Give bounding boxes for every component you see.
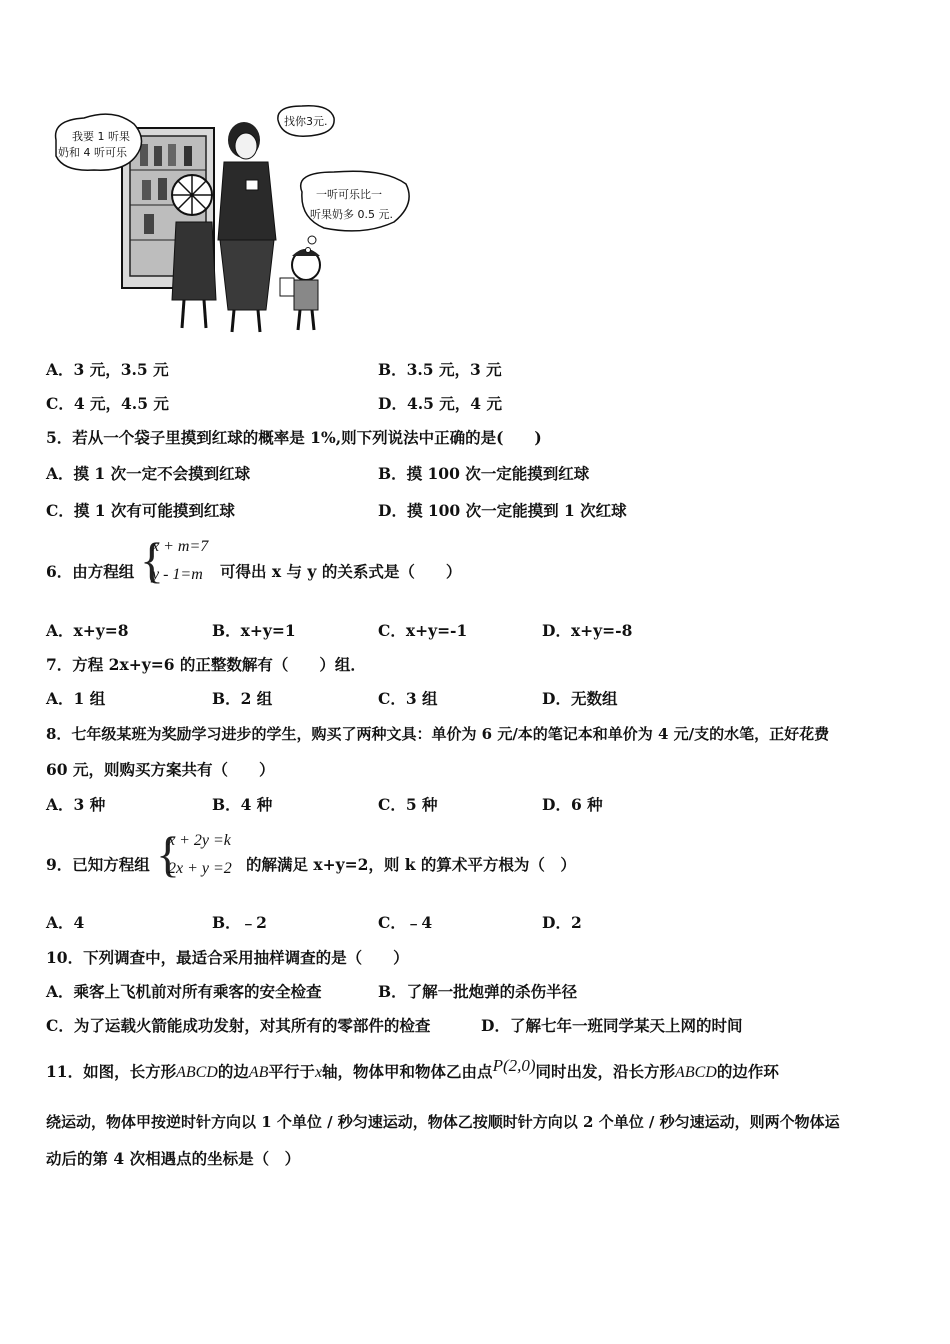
q4-option-a: A．3 元，3.5 元 [46,360,169,379]
q11-ab: AB [248,1064,269,1081]
q9-option-c: C．﹣4 [378,913,433,932]
q9-brace: { [156,826,180,882]
q8-option-b: B．4 种 [212,795,273,814]
q11-p6: 的边作环 [716,1062,779,1081]
q11-line2: 绕运动，物体甲按逆时针方向以 1 个单位 / 秒匀速运动，物体乙按顺时针方向以 2 个单位 / 秒匀速运动，则两个物体运 [46,1113,840,1131]
shopkeeper-drawing [218,122,276,332]
q9-eq2: 2x + y =2 [168,860,232,877]
q11-p2: 的边 [217,1062,249,1081]
q6-prefix: 6．由方程组 [46,562,135,581]
q4-option-d: D．4.5 元，4 元 [378,394,502,413]
girl-drawing [172,175,216,328]
q10-option-d: D．了解七年一班同学某天上网的时间 [481,1016,743,1035]
bubble-left-line2: 奶和 4 听可乐 [58,146,127,159]
bubble-top-text: 找你3元. [284,115,328,128]
q4-option-b: B．3.5 元，3 元 [378,360,502,379]
q5-stem: 5．若从一个袋子里摸到红球的概率是 1%,则下列说法中正确的是( ) [46,428,542,447]
q7-stem: 7．方程 2x+y=6 的正整数解有（ ）组． [46,655,366,674]
q7-option-c: C．3 组 [378,689,438,708]
shop-illustration [44,100,414,340]
q9-suffix: 的解满足 x+y=2，则 k 的算术平方根为（ ） [246,855,576,874]
q11-abcd2: ABCD [675,1064,717,1081]
q10-option-a: A．乘客上飞机前对所有乘客的安全检查 [46,982,322,1001]
q8-line2: 60 元，则购买方案共有（ ） [46,760,275,779]
q6-brace: { [140,532,164,588]
bubble-right-line2: 听果奶多 0.5 元. [310,208,393,221]
q10-stem: 10．下列调查中，最适合采用抽样调查的是（ ） [46,948,409,967]
q6-eq1: x + m=7 [152,538,209,555]
boy-drawing [280,249,320,330]
q8-line1: 8．七年级某班为奖励学习进步的学生，购买了两种文具：单价为 6 元/本的笔记本和单价为 4 元/支的水笔，正好花费 [46,725,830,743]
q9-eq1: x + 2y =k [168,832,231,849]
q5-option-c: C．摸 1 次有可能摸到红球 [46,501,235,520]
q6-option-d: D．x+y=-8 [542,621,633,640]
q11-p1: 11．如图，长方形 [46,1062,177,1081]
bubble-left-line1: 我要 1 听果 [72,130,130,143]
q8-option-a: A．3 种 [46,795,106,814]
q11-p3: 平行于 [268,1062,315,1081]
q7-option-b: B．2 组 [212,689,273,708]
q9-prefix: 9．已知方程组 [46,855,150,874]
q11-x: x [314,1064,323,1081]
bubble-right-line1: 一听可乐比一 [316,188,382,201]
q9-option-d: D．2 [542,913,582,932]
q6-option-a: A．x+y=8 [46,621,129,640]
speech-bubble-top [278,106,334,136]
q7-option-d: D．无数组 [542,689,618,708]
q5-option-d: D．摸 100 次一定能摸到 1 次红球 [378,501,627,520]
q8-option-c: C．5 种 [378,795,438,814]
q4-option-c: C．4 元，4.5 元 [46,394,169,413]
q6-option-c: C．x+y=-1 [378,621,468,640]
q11-point: P(2,0) [492,1056,536,1075]
q6-eq2: y - 1=m [152,566,203,583]
q6-suffix: 可得出 x 与 y 的关系式是（ ） [220,562,462,581]
q5-option-b: B．摸 100 次一定能摸到红球 [378,464,590,483]
speech-bubble-right [301,171,409,252]
q11-p5: 同时出发，沿长方形 [535,1062,676,1081]
q10-option-c: C．为了运载火箭能成功发射，对其所有的零部件的检查 [46,1016,431,1035]
q11-line3: 动后的第 4 次相遇点的坐标是（ ） [46,1149,301,1168]
q9-option-a: A．4 [46,913,85,932]
q11-p4: 轴，物体甲和物体乙由点 [322,1062,493,1081]
q5-option-a: A．摸 1 次一定不会摸到红球 [46,464,251,483]
speech-bubble-left [56,114,142,170]
q11-line1 [46,1056,779,1083]
q10-option-b: B．了解一批炮弹的杀伤半径 [378,982,578,1001]
q11-abcd: ABCD [176,1064,218,1081]
q8-option-d: D．6 种 [542,795,603,814]
q9-option-b: B．﹣2 [212,913,267,932]
q7-option-a: A．1 组 [46,689,106,708]
q6-option-b: B．x+y=1 [212,621,296,640]
